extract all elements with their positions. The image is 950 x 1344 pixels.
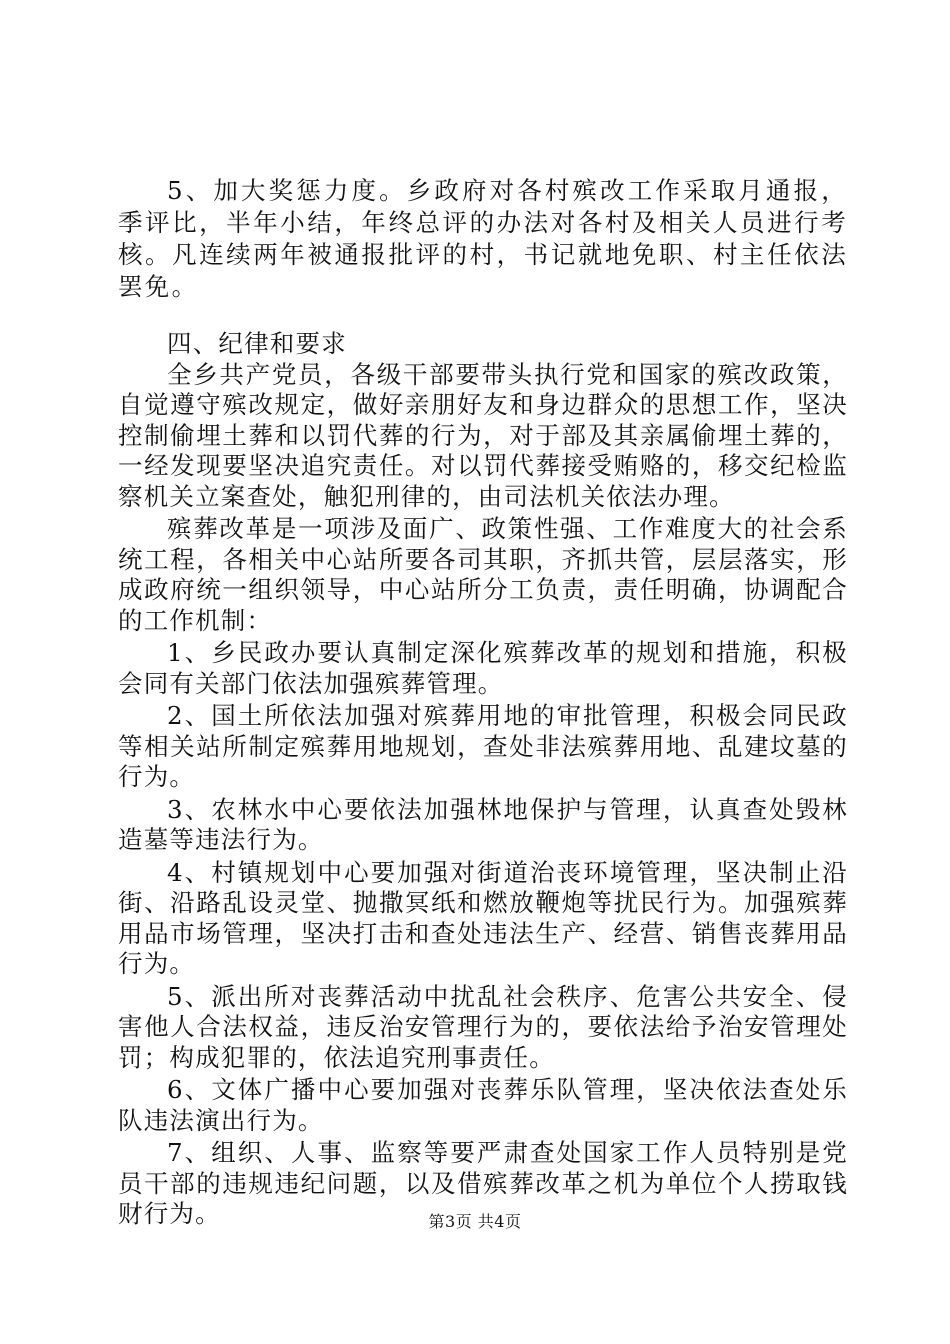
paragraph-item-town-planning: 4、村镇规划中心要加强对街道治丧环境管理，坚决制止沿街、沿路乱设灵堂、抛撒冥纸和燃放鞭炮等扰民行为。加强殡葬用品市场管理，坚决打击和查处违法生产、经营、销售丧葬用品行为。 (118, 857, 848, 978)
paragraph-item-civil-affairs: 1、乡民政办要认真制定深化殡葬改革的规划和措施，积极会同有关部门依法加强殡葬管理。 (118, 638, 848, 698)
paragraph-item-forestry: 3、农林水中心要依法加强林地保护与管理，认真查处毁林造墓等违法行为。 (118, 794, 848, 854)
paragraph-item-supervision: 7、组织、人事、监察等要严肃查处国家工作人员特别是党员干部的违规违纪问题，以及借殡葬改革之机为单位个人捞取钱财行为。 (118, 1138, 848, 1228)
paragraph-system-engineering: 殡葬改革是一项涉及面广、政策性强、工作难度大的社会系统工程，各相关中心站所要各司其职，齐抓共管，层层落实，形成政府统一组织领导，中心站所分工负责，责任明确，协调配合的工作机制： (118, 514, 848, 635)
paragraph-item-culture-broadcast: 6、文体广播中心要加强对丧葬乐队管理，坚决依法查处乐队违法演出行为。 (118, 1075, 848, 1135)
paragraph-item-police: 5、派出所对丧葬活动中扰乱社会秩序、危害公共安全、侵害他人合法权益，违反治安管理行为的，要依法给予治安管理处罚；构成犯罪的，依法追究刑事责任。 (118, 981, 848, 1072)
paragraph-rewards-penalties: 5、加大奖惩力度。乡政府对各村殡改工作采取月通报，季评比，半年小结，年终总评的办法对各村及相关人员进行考核。凡连续两年被通报批评的村，书记就地免职、村主任依法罢免。 (118, 176, 848, 301)
paragraph-item-land-office: 2、国土所依法加强对殡葬用地的审批管理，积极会同民政等相关站所制定殡葬用地规划，查处非法殡葬用地、乱建坟墓的行为。 (118, 701, 848, 791)
document-body (118, 175, 848, 1230)
paragraph-party-members: 全乡共产党员，各级干部要带头执行党和国家的殡改政策，自觉遵守殡改规定，做好亲朋好友和身边群众的思想工作，坚决控制偷埋土葬和以罚代葬的行为，对于部及其亲属偷埋土葬的，一经发现要坚决追究责任。对以罚代葬接受贿赂的，移交纪检监察机关立案查处，触犯刑律的，由司法机关依法办理。 (118, 359, 848, 511)
page-footer: 第3页 共4页 (428, 1212, 522, 1231)
section-heading-discipline: 四、纪律和要求 (167, 329, 347, 358)
